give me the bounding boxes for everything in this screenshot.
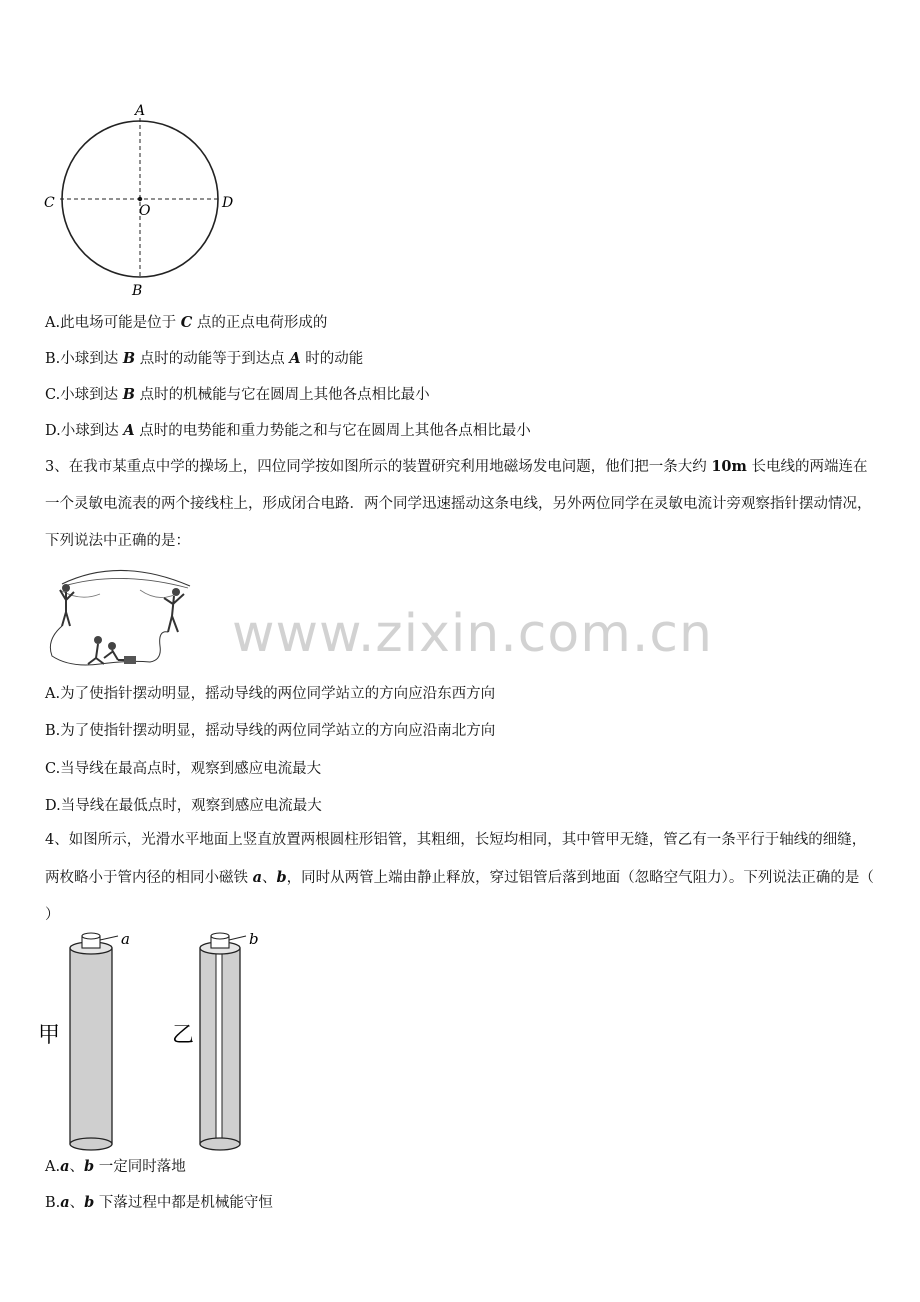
q3-option-c: C.当导线在最高点时，观察到感应电流最大 [45, 761, 322, 777]
circle-field-diagram [40, 98, 250, 303]
center-point [138, 197, 142, 201]
magnet-a-label: a [121, 930, 130, 948]
aluminum-tubes-diagram [36, 926, 276, 1152]
q4-stem: 4、如图所示，光滑水平地面上竖直放置两根圆柱形铝管，其粗细，长短均相同，其中管甲无缝，管乙有一条平行于轴线的细缝，两枚略小于管内径的相同小磁铁 a、b，同时从两管上端由静止释放，穿过铝管后落到地面（忽略空气阻力）。下列说法正确的是（ ） [45, 832, 874, 923]
q3-option-a: A.为了使指针摆动明显，摇动导线的两位同学站立的方向应沿东西方向 [45, 686, 496, 702]
tube-jia-label: 甲 [38, 1023, 61, 1048]
watermark-text: www.zixin.com.cn [232, 604, 713, 664]
label-c: C [44, 195, 55, 211]
q3-option-d: D.当导线在最低点时，观察到感应电流最大 [45, 798, 322, 814]
tube-jia-bottom [70, 1138, 112, 1150]
label-a: A [135, 103, 146, 119]
label-o: O [139, 203, 151, 219]
tube-jia-body [70, 948, 112, 1144]
q2-option-d: D.小球到达 A 点时的电势能和重力势能之和与它在圆周上其他各点相比最小 [45, 422, 531, 439]
q2-option-a: A.此电场可能是位于 C 点的正点电荷形成的 [45, 314, 328, 331]
wire-spinning-illustration [40, 560, 200, 672]
q4-option-b: B.a、b 下落过程中都是机械能守恒 [45, 1194, 273, 1211]
q2-option-b: B.小球到达 B 点时的动能等于到达点 A 时的动能 [45, 350, 364, 367]
label-d: D [222, 195, 234, 211]
magnet-b-label: b [249, 930, 259, 948]
q2-option-c: C.小球到达 B 点时的机械能与它在圆周上其他各点相比最小 [45, 386, 430, 403]
tube-yi-bottom [200, 1138, 240, 1150]
label-b: B [132, 283, 143, 299]
q3-stem: 3、在我市某重点中学的操场上，四位同学按如图所示的装置研究利用地磁场发电问题，他们把一条大约 10m 长电线的两端连在一个灵敏电流表的两个接线柱上，形成闭合电路．两个同学迅速摇动这条电线，另外两位同学在灵敏电流计旁观察指针摆动情况，下列说法中正确的是： [45, 458, 872, 549]
q4-option-a: A.a、b 一定同时落地 [45, 1158, 186, 1175]
tube-yi-label: 乙 [172, 1023, 195, 1048]
q3-option-b: B.为了使指针摆动明显，摇动导线的两位同学站立的方向应沿南北方向 [45, 723, 496, 739]
